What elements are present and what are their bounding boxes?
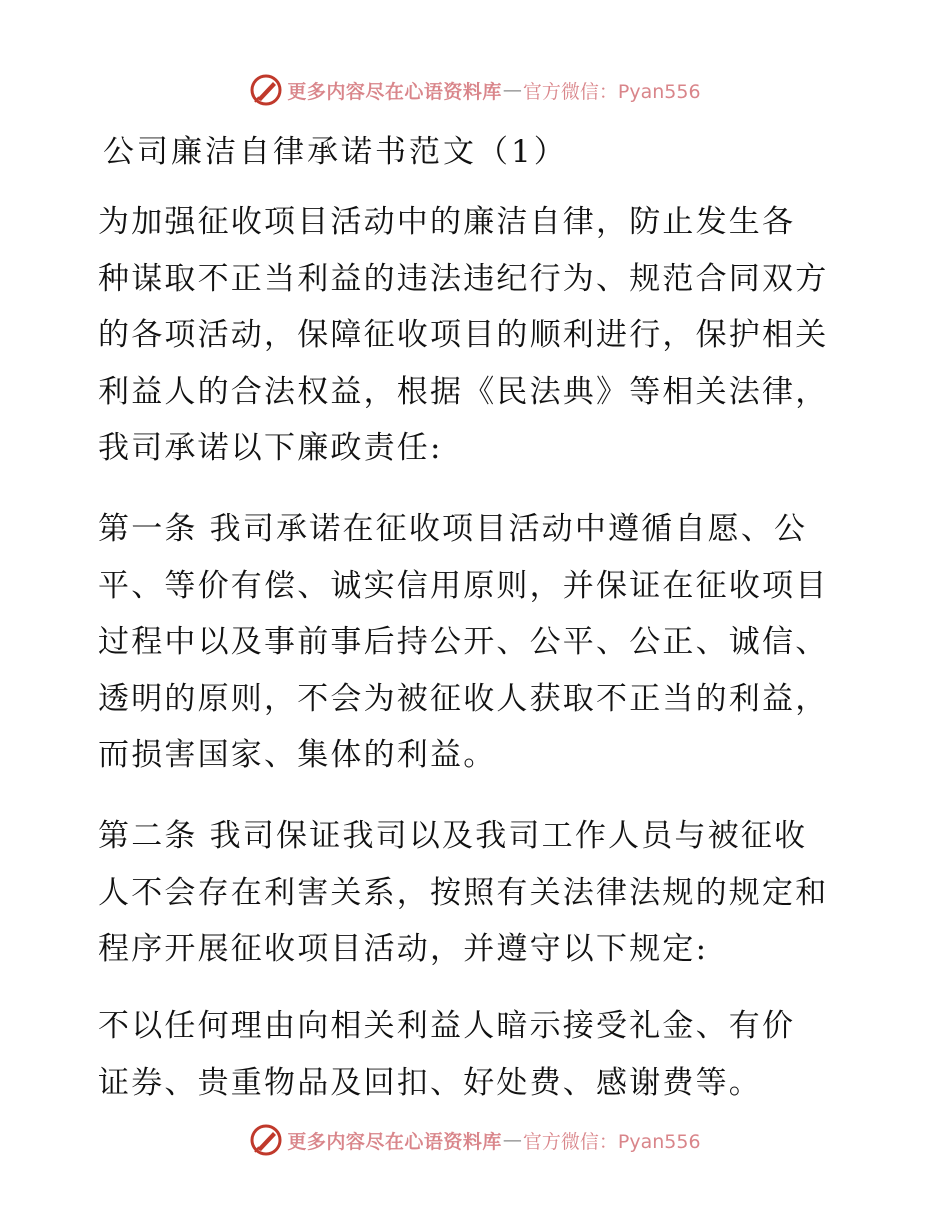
text-line: 过程中以及事前事后持公开、公平、公正、诚信、: [98, 624, 829, 660]
header-watermark: [0, 70, 950, 110]
text-line: 平、等价有偿、诚实信用原则，并保证在征收项目: [98, 567, 829, 604]
quill-logo-icon: [249, 1123, 283, 1157]
footer-watermark: [0, 1120, 950, 1160]
text-line: 的各项活动，保障征收项目的顺利进行，保护相关: [98, 317, 829, 353]
text-line: 程序开展征收项目活动，并遵守以下规定:: [98, 931, 709, 967]
quill-logo-icon: [249, 73, 283, 107]
text-line: 第二条 我司保证我司以及我司工作人员与被征收: [98, 818, 808, 854]
watermark-contact: 官方微信：Pyan556: [522, 1130, 701, 1153]
paragraph-article-1: [98, 501, 858, 784]
text-line: 证券、贵重物品及回扣、好处费、感谢费等。: [98, 1064, 762, 1101]
watermark-dash: —: [502, 79, 522, 101]
text-line: 不以任何理由向相关利益人暗示接受礼金、有价: [98, 1008, 796, 1044]
text-line: 我司承诺以下廉政责任:: [98, 430, 443, 466]
text-line: 第一条 我司承诺在征收项目活动中遵循自愿、公: [98, 511, 808, 547]
paragraph-intro: [98, 194, 858, 477]
document-title: 公司廉洁自律承诺书范文（1）: [103, 134, 568, 170]
watermark-brand: 更多内容尽在心语资料库: [287, 80, 502, 103]
text-line: 种谋取不正当利益的违法违纪行为、规范合同双方: [98, 260, 829, 297]
text-line: 人不会存在利害关系，按照有关法律法规的规定和: [98, 874, 829, 911]
paragraph-article-2: [98, 808, 858, 978]
watermark-contact: 官方微信：Pyan556: [522, 80, 701, 103]
watermark-dash: —: [502, 1129, 522, 1151]
text-line: 而损害国家、集体的利益。: [98, 737, 497, 773]
watermark-brand: 更多内容尽在心语资料库: [287, 1130, 502, 1153]
text-line: 利益人的合法权益，根据《民法典》等相关法律，: [98, 373, 829, 410]
paragraph-rule-1: [98, 998, 858, 1111]
text-line: 透明的原则，不会为被征收人获取不正当的利益，: [98, 680, 829, 717]
text-line: 为加强征收项目活动中的廉洁自律，防止发生各: [98, 204, 796, 240]
